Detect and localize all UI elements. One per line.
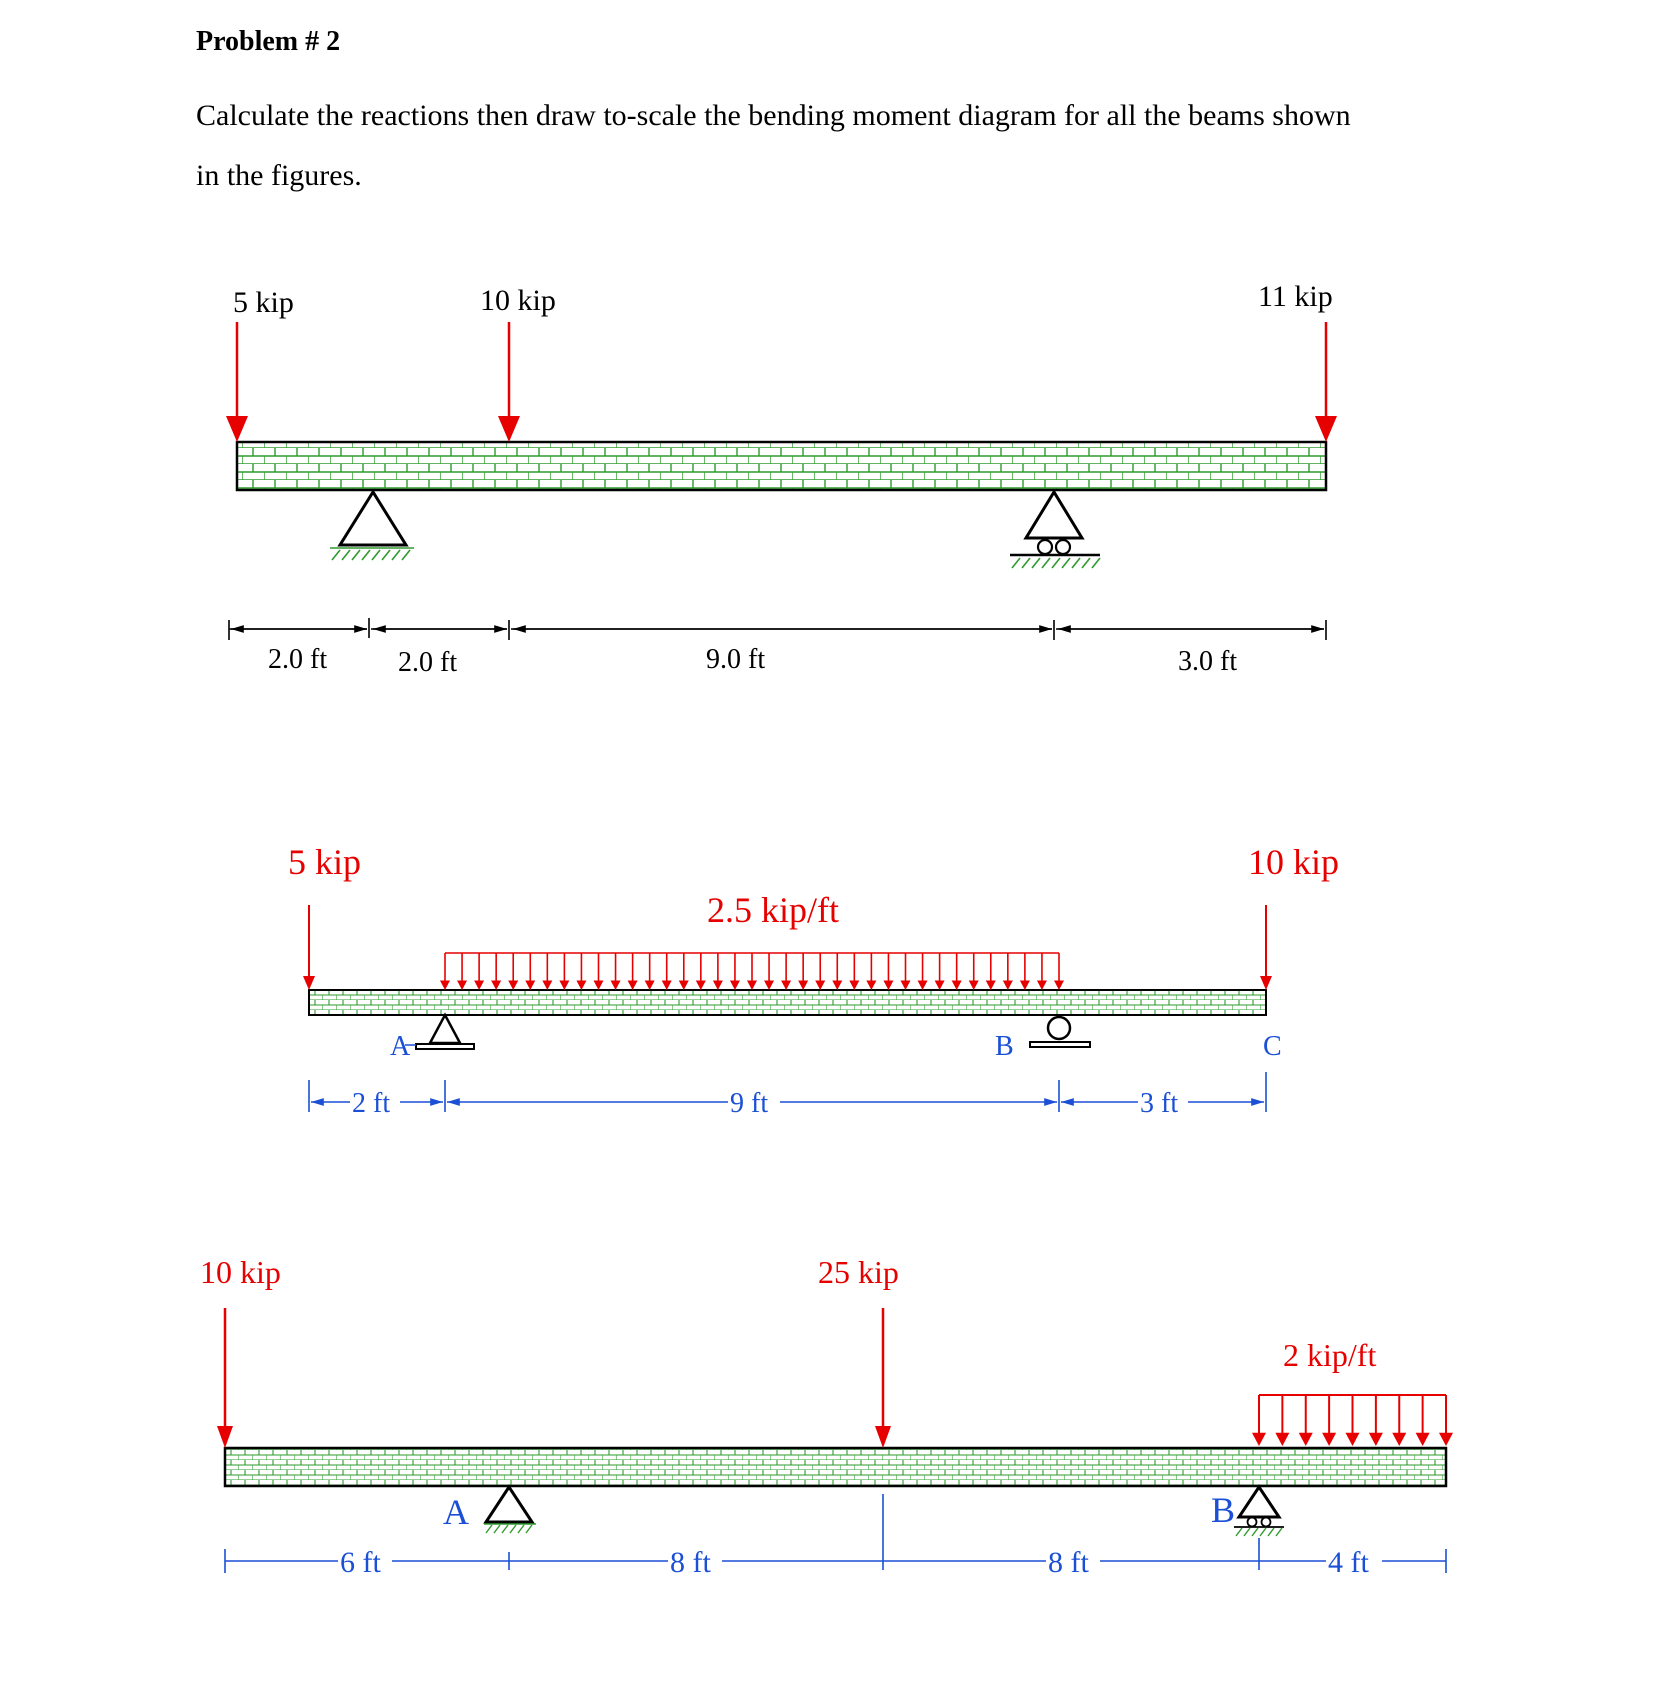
udl-arrow-head: [1299, 1433, 1313, 1446]
beam-2-dim-2: 9 ft: [730, 1088, 769, 1119]
beam-1-load-11kip-label: 11 kip: [1258, 280, 1333, 313]
udl-arrow-head: [1416, 1433, 1430, 1446]
udl-arrow-head: [901, 981, 911, 991]
beam-1-pin-support: [330, 492, 414, 560]
beam-3-support-a: [443, 1487, 536, 1533]
beam-2-dim-3: 3 ft: [1140, 1088, 1179, 1119]
udl-arrow-head: [611, 981, 621, 991]
beam-2-dimensions: [309, 1072, 1266, 1112]
udl-arrow-head: [542, 981, 552, 991]
udl-arrow-head: [525, 981, 535, 991]
udl-arrow-head: [1252, 1433, 1266, 1446]
beam-1-load-10kip-label: 10 kip: [480, 284, 556, 317]
udl-arrow-head: [1346, 1433, 1360, 1446]
beam-3-dimensions: [225, 1494, 1446, 1573]
beam-3: [200, 1254, 1453, 1579]
beam-3-load-10kip-label: 10 kip: [200, 1254, 281, 1290]
udl-arrow-head: [918, 981, 928, 991]
beam-2-body: [309, 990, 1266, 1015]
udl-arrow-head: [576, 981, 586, 991]
udl-arrow-head: [1392, 1433, 1406, 1446]
udl-arrow-head: [1020, 981, 1030, 991]
udl-arrow-head: [730, 981, 740, 991]
beam-2-support-b-label: B: [995, 1031, 1014, 1062]
beam-3-dim-4: 4 ft: [1328, 1546, 1369, 1579]
udl-arrow-head: [952, 981, 962, 991]
beam-1-dim-1: 2.0 ft: [268, 644, 328, 675]
beam-1-load-5kip-label: 5 kip: [233, 286, 294, 319]
beam-1-dim-3: 9.0 ft: [706, 644, 766, 675]
udl-arrow-head: [935, 981, 945, 991]
udl-arrow-head: [1003, 981, 1013, 991]
beam-2-support-a-label: A: [390, 1031, 411, 1062]
beam-2-support-c-label: C: [1263, 1031, 1282, 1062]
beam-2-support-b: [995, 1017, 1090, 1062]
udl-arrow-head: [969, 981, 979, 991]
beam-3-dim-2: 8 ft: [670, 1546, 711, 1579]
beam-3-dim-1: 6 ft: [340, 1546, 381, 1579]
beam-3-dim-3: 8 ft: [1048, 1546, 1089, 1579]
beam-1: [226, 280, 1337, 678]
udl-arrow-head: [781, 981, 791, 991]
instructions-line-1: Calculate the reactions then draw to-scale the bending moment diagram for all the beams shown: [196, 99, 1351, 132]
instructions-line-2: in the figures.: [196, 159, 362, 192]
udl-arrow-head: [849, 981, 859, 991]
udl-arrow-head: [662, 981, 672, 991]
beam-3-support-b: [1211, 1487, 1284, 1536]
udl-arrow-head: [1037, 981, 1047, 991]
beam-2-load-10kip-label: 10 kip: [1248, 842, 1340, 882]
beam-3-support-a-label: A: [443, 1492, 469, 1532]
udl-arrow-head: [1369, 1433, 1383, 1446]
udl-arrow-head: [1322, 1433, 1336, 1446]
beam-3-distributed-load: [1252, 1395, 1453, 1446]
udl-arrow-head: [815, 981, 825, 991]
udl-arrow-head: [832, 981, 842, 991]
beam-3-load-10kip: [200, 1254, 281, 1448]
beam-1-load-11kip: [1258, 280, 1337, 442]
beam-1-load-10kip: [480, 284, 556, 442]
udl-arrow-head: [883, 981, 893, 991]
beam-1-dimensions: [229, 618, 1326, 640]
udl-arrow-head: [440, 981, 450, 991]
udl-arrow-head: [1054, 981, 1064, 991]
udl-arrow-head: [986, 981, 996, 991]
udl-arrow-head: [696, 981, 706, 991]
beam-2-udl-label: 2.5 kip/ft: [707, 890, 839, 930]
udl-arrow-head: [474, 981, 484, 991]
udl-arrow-head: [866, 981, 876, 991]
beam-2: [288, 842, 1339, 1119]
beam-1-roller-support: [1010, 492, 1100, 568]
beam-2-distributed-load: [440, 953, 1064, 990]
beam-3-load-25kip-label: 25 kip: [818, 1254, 899, 1290]
udl-arrow-head: [594, 981, 604, 991]
beam-1-dim-4: 3.0 ft: [1178, 646, 1238, 677]
beam-3-body: [225, 1448, 1446, 1486]
problem-heading: Problem # 2: [196, 26, 341, 57]
beam-1-body: [237, 442, 1326, 490]
beam-3-load-25kip: [818, 1254, 899, 1448]
beam-3-udl-label: 2 kip/ft: [1283, 1337, 1377, 1373]
beam-1-load-5kip: [226, 286, 294, 442]
udl-arrow-head: [1439, 1433, 1453, 1446]
beam-2-support-a: [390, 1015, 474, 1062]
beam-2-dim-1: 2 ft: [352, 1088, 391, 1119]
beam-1-dim-2: 2.0 ft: [398, 647, 458, 678]
beam-2-load-5kip-label: 5 kip: [288, 842, 362, 882]
udl-arrow-head: [679, 981, 689, 991]
udl-arrow-head: [764, 981, 774, 991]
udl-arrow-head: [713, 981, 723, 991]
udl-arrow-head: [628, 981, 638, 991]
udl-arrow-head: [798, 981, 808, 991]
beam-2-load-5kip: [288, 842, 361, 990]
udl-arrow-head: [645, 981, 655, 991]
udl-arrow-head: [1275, 1433, 1289, 1446]
beam-2-load-10kip: [1248, 842, 1339, 990]
udl-arrow-head: [559, 981, 569, 991]
udl-arrow-head: [457, 981, 467, 991]
udl-arrow-head: [747, 981, 757, 991]
beam-3-support-b-label: B: [1211, 1490, 1236, 1530]
udl-arrow-head: [508, 981, 518, 991]
udl-arrow-head: [491, 981, 501, 991]
